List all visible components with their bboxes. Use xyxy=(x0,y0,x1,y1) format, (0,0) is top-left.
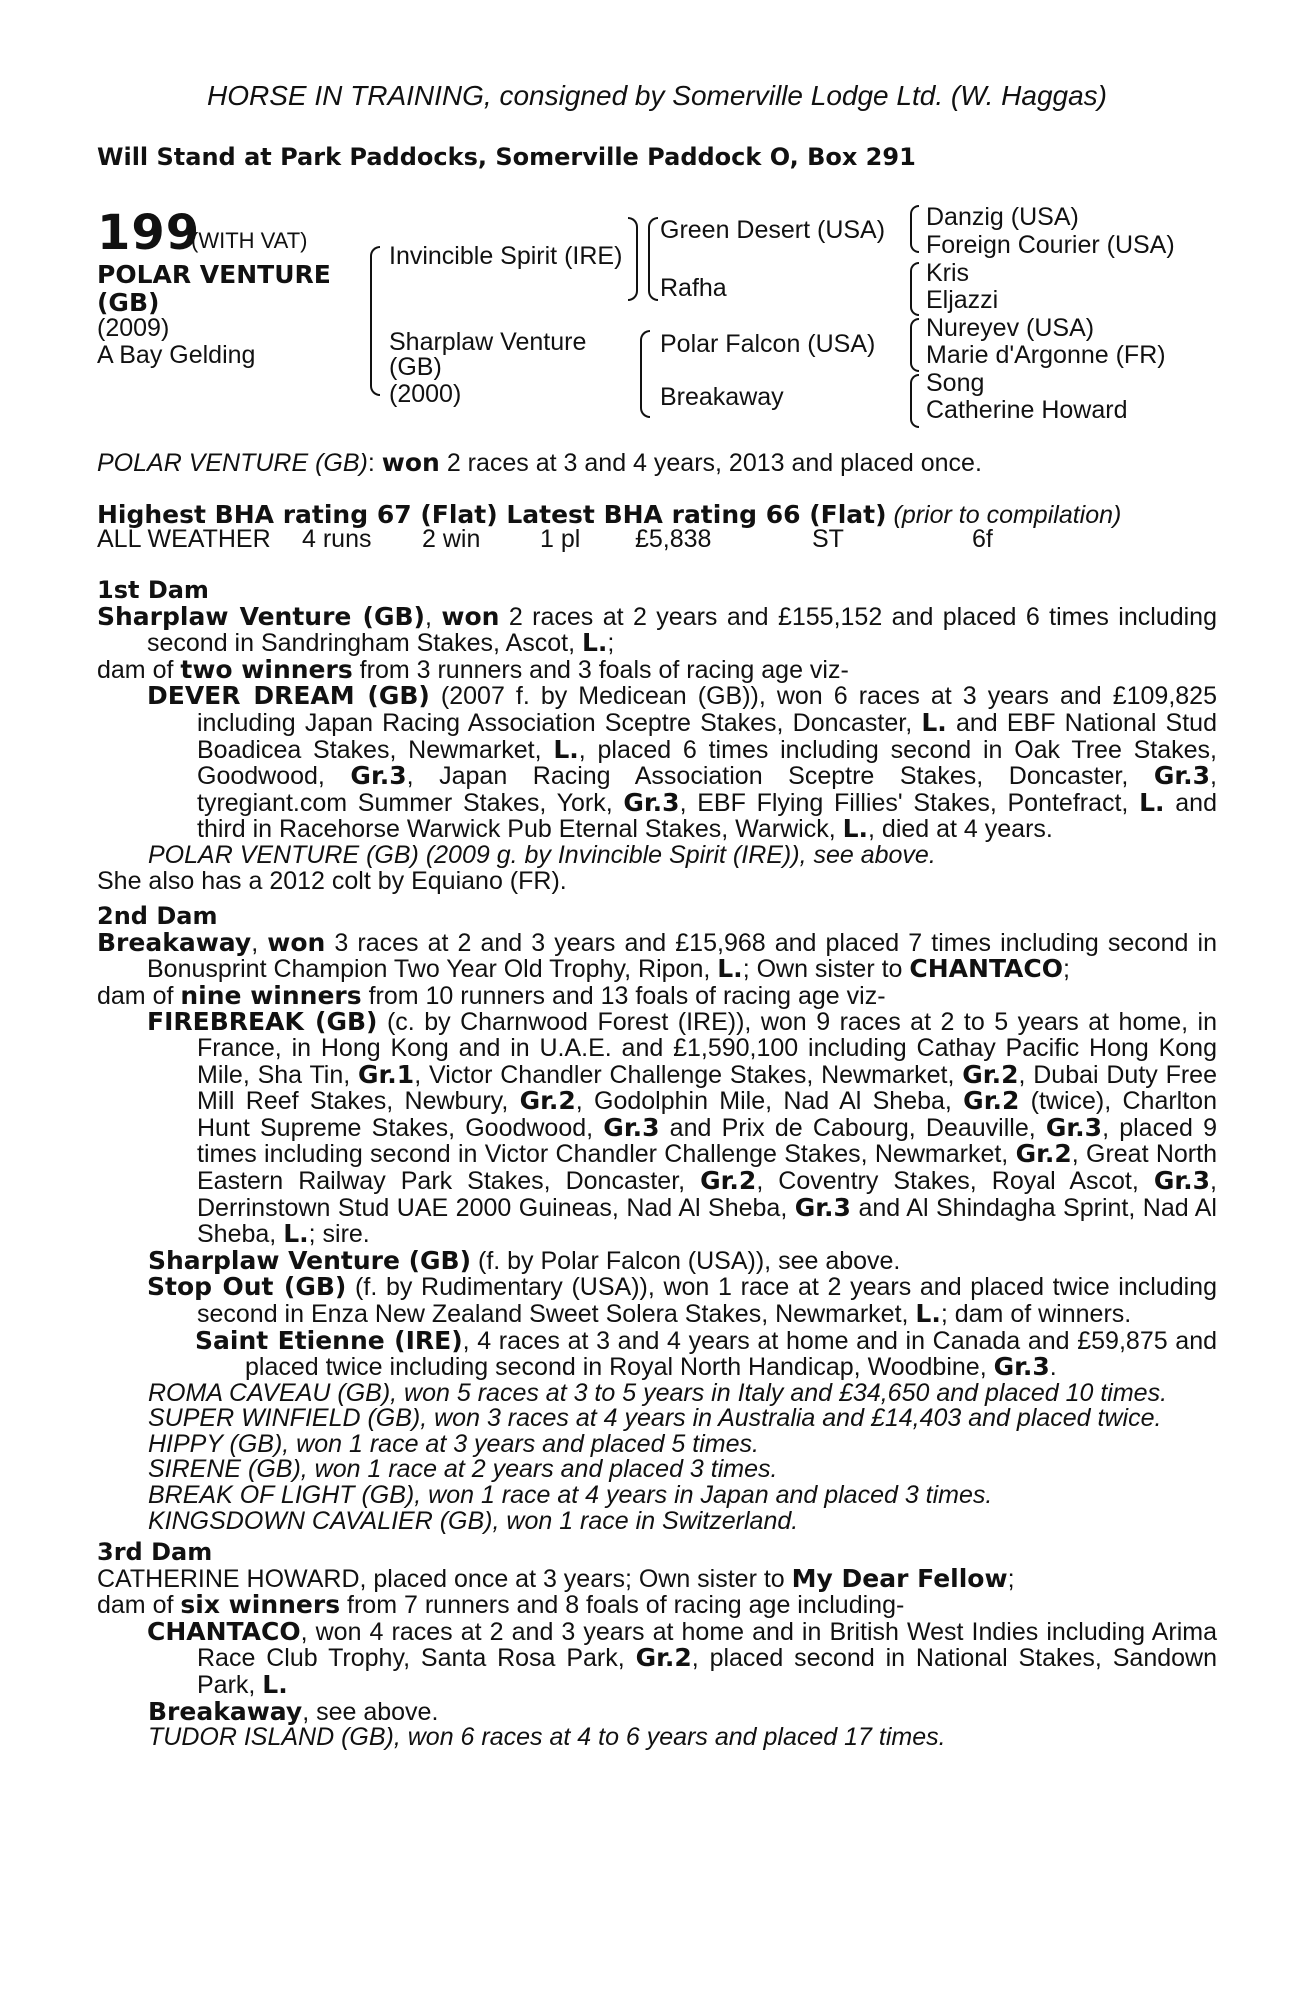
pedigree-brace xyxy=(628,217,638,301)
pedigree-dam-year: (2000) xyxy=(389,380,462,408)
record-wins: 2 win xyxy=(422,525,481,553)
record-placed: 1 pl xyxy=(540,525,581,553)
section-heading: 1st Dam xyxy=(97,576,209,604)
progeny-entry: DEVER DREAM (GB) (2007 f. by Medicean (GB)), won 6 races at 3 years and £109,825 including Japan Racing Association Sceptre Stakes, Doncaster, L. and EBF National Stud Boadicea Stakes, Newmarket, L., placed 6 times including second in Oak Tree Stakes, Goodwood, Gr.3, Japan Racing Association Sceptre Stakes, Doncaster, Gr.3, tyregiant.com Summer Stakes, York, Gr.3, EBF Flying Fillies' Stakes, Pontefract, L. and third in Racehorse Warwick Pub Eternal Stakes, Warwick, L., died at 4 years. xyxy=(147,681,1218,844)
rating-line: Highest BHA rating 67 (Flat) Latest BHA rating 66 (Flat) (prior to compilation) xyxy=(97,500,1122,529)
pedigree-ggp: Song xyxy=(926,369,985,397)
produce-note: She also has a 2012 colt by Equiano (FR). xyxy=(97,866,567,895)
record-surface: ALL WEATHER xyxy=(97,525,271,553)
pedigree-ggp: Eljazzi xyxy=(926,286,999,314)
record-runs: 4 runs xyxy=(302,525,372,553)
pedigree-ggp: Kris xyxy=(926,259,970,287)
progeny-entry: Stop Out (GB) (f. by Rudimentary (USA)), won 1 race at 2 years and placed twice including second in Enza New Zealand Sweet Solera Stakes, Newmarket, L.; dam of winners. xyxy=(147,1272,1217,1328)
vat-note: (WITH VAT) xyxy=(191,228,308,253)
progeny-entry: SUPER WINFIELD (GB), won 3 races at 4 years in Australia and £14,403 and placed twice. xyxy=(148,1404,1162,1433)
progeny-entry: Saint Etienne (IRE), 4 races at 3 and 4 years at home and in Canada and £59,875 and placed twice including second in Royal North Handicap, Woodbine, Gr.3. xyxy=(195,1325,1217,1382)
pedigree-sire-dam: Rafha xyxy=(660,274,727,302)
pedigree-dam-sire: Polar Falcon (USA) xyxy=(660,330,876,358)
record-going: ST xyxy=(812,525,844,553)
record-distance: 6f xyxy=(972,525,993,553)
pedigree-brace xyxy=(910,205,919,253)
pedigree-brace xyxy=(910,374,919,428)
second-dam-section xyxy=(97,904,1217,1534)
progeny-entry: TUDOR ISLAND (GB), won 6 races at 4 to 6 years and placed 17 times. xyxy=(148,1723,946,1752)
pedigree-dam-country: (GB) xyxy=(389,353,442,381)
second-dam-produce: dam of nine winners from 10 runners and 13 foals of racing age viz- xyxy=(97,980,886,1010)
progeny-entry: POLAR VENTURE (GB) (2009 g. by Invincible Spirit (IRE)), see above. xyxy=(148,840,936,869)
page-title: HORSE IN TRAINING, consigned by Somerville Lodge Ltd. (W. Haggas) xyxy=(207,80,1107,111)
pedigree-dam-dam: Breakaway xyxy=(660,383,784,411)
stand-location: Will Stand at Park Paddocks, Somerville Paddock O, Box 291 xyxy=(97,143,916,171)
horse-name: POLAR VENTURE xyxy=(97,260,331,289)
second-dam-record: Breakaway, won 3 races at 2 and 3 years and £15,968 and placed 7 times including second in Bonusprint Champion Two Year Old Trophy, Ripon, L.; Own sister to CHANTACO; xyxy=(97,927,1217,984)
progeny-entry: Breakaway, see above. xyxy=(148,1696,439,1726)
progeny-entry: BREAK OF LIGHT (GB), won 1 race at 4 years in Japan and placed 3 times. xyxy=(148,1481,993,1510)
third-dam-record: CATHERINE HOWARD, placed once at 3 years; Own sister to My Dear Fellow; xyxy=(97,1563,1015,1593)
first-dam-produce: dam of two winners from 3 runners and 3 foals of racing age viz- xyxy=(97,654,849,684)
pedigree-brace xyxy=(370,246,380,396)
record-row xyxy=(97,525,1197,553)
pedigree-ggp: Danzig (USA) xyxy=(926,203,1079,231)
pedigree-ggp: Nureyev (USA) xyxy=(926,314,1095,342)
progeny-entry: ROMA CAVEAU (GB), won 5 races at 3 to 5 years in Italy and £34,650 and placed 10 times. xyxy=(148,1378,1168,1407)
progeny-entry: Sharplaw Venture (GB) (f. by Polar Falcon (USA)), see above. xyxy=(148,1245,901,1275)
pedigree-sire: Invincible Spirit (IRE) xyxy=(389,242,623,270)
first-dam-record: Sharplaw Venture (GB), won 2 races at 2 years and £155,152 and placed 6 times including second in Sandringham Stakes, Ascot, L.; xyxy=(97,601,1217,658)
progeny-entry: CHANTACO, won 4 races at 2 and 3 years at home and in British West Indies including Arima Race Club Trophy, Santa Rosa Park, Gr.2, placed second in National Stakes, Sandown Park, L. xyxy=(147,1616,1217,1699)
pedigree-ggp: Foreign Courier (USA) xyxy=(926,231,1175,259)
race-summary: POLAR VENTURE (GB): won 2 races at 3 and 4 years, 2013 and placed once. xyxy=(97,448,982,477)
pedigree-dam: Sharplaw Venture xyxy=(389,328,587,356)
pedigree-brace xyxy=(910,318,919,372)
horse-description: A Bay Gelding xyxy=(97,341,256,369)
section-heading: 3rd Dam xyxy=(97,1538,213,1566)
third-dam-section xyxy=(97,1540,1217,1751)
third-dam-produce: dam of six winners from 7 runners and 8 foals of racing age including- xyxy=(97,1590,905,1620)
lot-number: 199 xyxy=(97,205,201,261)
horse-country: (GB) xyxy=(97,288,160,317)
pedigree-ggp: Catherine Howard xyxy=(926,396,1128,424)
pedigree-sire-sire: Green Desert (USA) xyxy=(660,216,886,244)
progeny-entry: HIPPY (GB), won 1 race at 3 years and placed 5 times. xyxy=(148,1429,759,1458)
pedigree-brace xyxy=(648,217,658,301)
record-prize: £5,838 xyxy=(635,525,712,553)
progeny-entry: FIREBREAK (GB) (c. by Charnwood Forest (IRE)), won 9 races at 2 to 5 years at home, in France, in Hong Kong and in U.A.E. and £1,590,100 including Cathay Pacific Hong Kong Mile, Sha Tin, Gr.1, Victor Chandler Challenge Stakes, Newmarket, Gr.2, Dubai Duty Free Mill Reef Stakes, Newbury, Gr.2, Godolphin Mile, Nad Al Sheba, Gr.2 (twice), Charlton Hunt Supreme Stakes, Goodwood, Gr.3 and Prix de Cabourg, Deauville, Gr.3, placed 9 times including second in Victor Chandler Challenge Stakes, Newmarket, Gr.2, Great North Eastern Railway Park Stakes, Doncaster, Gr.2, Coventry Stakes, Royal Ascot, Gr.3, Derrinstown Stud UAE 2000 Guineas, Nad Al Sheba, Gr.3 and Al Shindagha Sprint, Nad Al Sheba, L.; sire. xyxy=(147,1007,1217,1249)
pedigree-ggp: Marie d'Argonne (FR) xyxy=(926,341,1166,369)
progeny-entry: KINGSDOWN CAVALIER (GB), won 1 race in Switzerland. xyxy=(148,1506,799,1535)
horse-year: (2009) xyxy=(97,314,170,342)
progeny-entry: SIRENE (GB), won 1 race at 2 years and placed 3 times. xyxy=(148,1455,778,1484)
section-heading: 2nd Dam xyxy=(97,902,218,930)
pedigree-brace xyxy=(910,262,919,316)
pedigree-brace xyxy=(640,330,650,418)
first-dam-section xyxy=(97,578,1217,894)
